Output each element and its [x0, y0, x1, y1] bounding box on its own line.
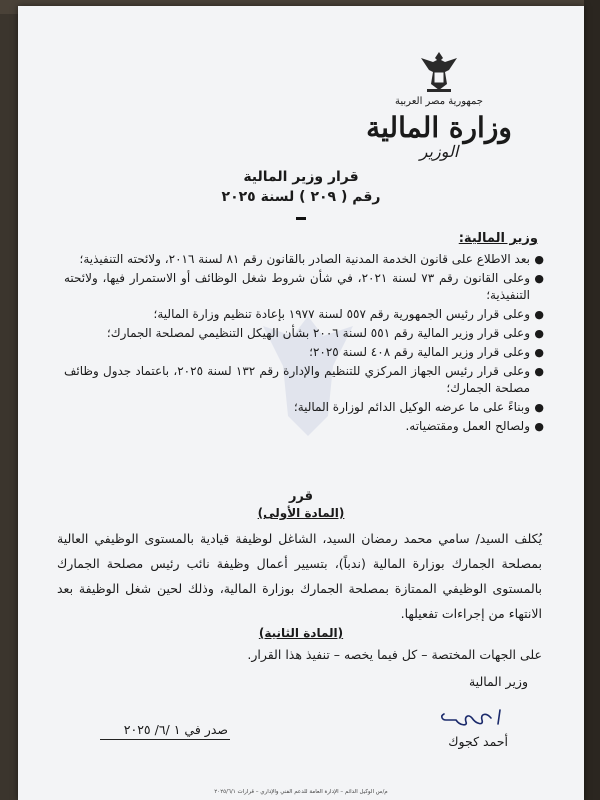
decree-title-line1: قرار وزير المالية [243, 169, 359, 185]
bullet-icon: ● [534, 253, 544, 266]
signatory-name: أحمد كجوك [448, 734, 508, 749]
decree-title [18, 169, 584, 224]
article1-title: (المادة الأولى) [257, 506, 345, 520]
signatory-role: وزير المالية [468, 674, 528, 689]
list-item: ● بعد الاطلاع على قانون الخدمة المدنية الصادر بالقانون رقم ٨١ لسنة ٢٠١٦، ولائحته التنفيذية؛ [79, 252, 544, 266]
eagle-emblem-icon [419, 50, 459, 94]
decree-page [18, 6, 584, 800]
bullet-icon: ● [534, 420, 544, 433]
list-item: ● وعلى القانون رقم ٧٣ لسنة ٢٠٢١، في شأن شروط شغل الوظائف أو الاستمرار فيها، ولائحته التنفيذية؛ [64, 271, 544, 302]
list-item: ● وعلى قرار رئيس الجهاز المركزي للتنظيم والإدارة رقم ١٣٢ لسنة ٢٠٢٥، باعتماد جدول وظائف مصلحة الجمارك؛ [64, 364, 544, 395]
decided-word: قرر [288, 489, 314, 504]
list-item: ● ولصالح العمل ومقتضياته. [405, 419, 544, 433]
minister-title: الوزير [419, 142, 459, 161]
article1-text: يُكلف السيد/ سامي محمد رمضان السيد، الشاغل لوظيفة قيادية بالمستوى الوظيفي العالية بمصلحة الجمارك بوزارة المالية (ندباً)، بتسيير أعمال وظيفة نائب رئيس مصلحة الجمارك بالمستوى الوظيفي الممتازة بمصلحة الجمارك بوزارة المالية، وذلك لحين شغل الوظيفة بعد الانتهاء من إجراءات تفعيلها. [57, 531, 542, 621]
list-item: ● وبناءً على ما عرضه الوكيل الدائم لوزارة المالية؛ [293, 400, 544, 414]
list-item: ● وعلى قرار وزير المالية رقم ٤٠٨ لسنة ٢٠٢٥؛ [309, 345, 544, 359]
republic-name: جمهورية مصر العربية [395, 96, 483, 107]
preamble-list [64, 251, 544, 437]
preamble-label: وزير المالية: [458, 231, 538, 246]
bullet-icon: ● [534, 346, 544, 359]
bullet-icon: ● [534, 327, 544, 340]
folder-edge [584, 0, 600, 800]
bullet-icon: ● [534, 401, 544, 414]
decree-number: رقم ( ٢٠٩ ) لسنة ٢٠٢٥ [221, 189, 381, 205]
footer-reference: م/س الوكيل الدائم – الإدارة العامة للدعم الفني والإداري – قرارات ٢٠٢٥/٦/١ [214, 789, 388, 795]
article2-title: (المادة الثانية) [258, 626, 344, 640]
date-underline [100, 739, 230, 740]
bullet-icon: ● [534, 308, 544, 321]
list-item: ● وعلى قرار رئيس الجمهورية رقم ٥٥٧ لسنة ١٩٧٧ بإعادة تنظيم وزارة المالية؛ [153, 307, 544, 321]
title-dash [296, 217, 306, 220]
decision-heading [18, 489, 584, 520]
bullet-icon: ● [534, 272, 544, 285]
ministry-name: وزارة المالية [366, 111, 512, 144]
list-item: ● وعلى قرار وزير المالية رقم ٥٥١ لسنة ٢٠٠٦ بشأن الهيكل التنظيمي لمصلحة الجمارك؛ [106, 326, 544, 340]
article2-text: على الجهات المختصة – كل فيما يخصه – تنفيذ هذا القرار. [247, 647, 542, 662]
ministry-letterhead [364, 50, 514, 161]
bullet-icon: ● [534, 365, 544, 378]
issue-date: صدر في ١ /٦/ ٢٠٢٥ [123, 722, 228, 737]
handwritten-signature [436, 704, 506, 730]
